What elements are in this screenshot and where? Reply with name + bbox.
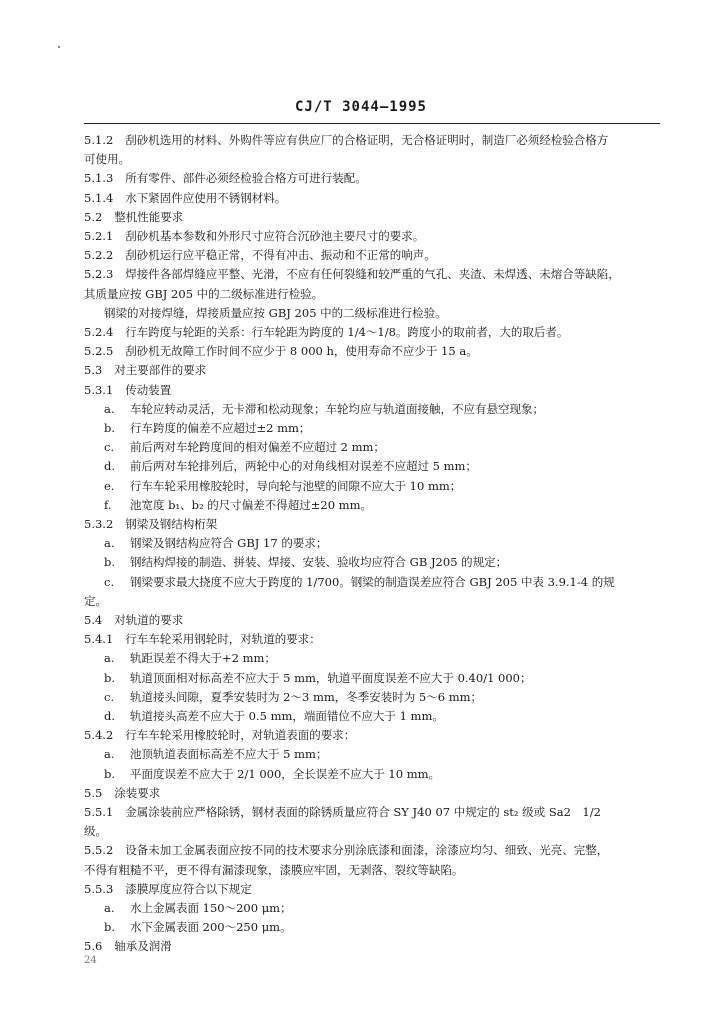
clause-text: 行车跨度的偏差不应超过±2 mm； <box>130 421 311 435</box>
item-marker: a. <box>104 901 115 915</box>
clause-text: 刮砂机基本参数和外形尺寸应符合沉砂池主要尺寸的要求。 <box>125 229 425 243</box>
clause-line-5-4-1a <box>104 649 680 668</box>
item-marker: b. <box>104 920 116 935</box>
clause-number: 5.3.2 <box>84 517 114 531</box>
item-marker: a. <box>104 651 115 666</box>
clause-text: 钢梁及钢结构桁架 <box>125 517 218 531</box>
clause-line-5-4-2b <box>104 765 680 784</box>
clause-text: 金属涂装前应严格除锈，钢材表面的除锈质量应符合 SY J40 07 中规定的 st₂ 级或 Sa2 1/2 <box>125 805 601 819</box>
clause-text: 整机性能要求 <box>114 209 184 224</box>
clause-number: 5.4 <box>84 613 103 627</box>
header-rule <box>84 123 660 124</box>
clause-number: 5.3.1 <box>84 382 114 397</box>
clause-number: 5.6 <box>84 939 103 954</box>
clause-text: 轨距误差不得大于+2 mm； <box>130 651 276 666</box>
item-marker: c. <box>104 574 115 589</box>
clause-line-5-5-3a <box>104 899 680 918</box>
clause-text: 水下金属表面 200～250 μm。 <box>130 920 292 935</box>
clause-line-5-1-2 <box>84 131 660 150</box>
clause-line-5-4-1c <box>104 688 680 707</box>
item-marker: d. <box>104 459 116 474</box>
clause-text: 前后两对车轮排列后，两轮中心的对角线相对误差不应超过 5 mm； <box>130 459 477 474</box>
clause-text: 行车车轮采用橡胶轮时，导向轮与池壁的间隙不应大于 10 mm； <box>130 478 462 493</box>
item-marker: a. <box>104 747 115 762</box>
clause-line-5-5-2 <box>84 841 660 860</box>
clause-text: 平面度误差不应大于 2/1 000，全长误差不应大于 10 mm。 <box>130 766 441 781</box>
clause-line-5-5-3b <box>104 918 680 937</box>
clause-line-5-3-2b <box>104 553 680 572</box>
clause-line-5-2-1 <box>84 227 660 246</box>
clause-number: 5.5.1 <box>84 805 114 819</box>
clause-text: 行车车轮采用钢轮时，对轨道的要求： <box>125 632 321 647</box>
clause-text: 传动装置 <box>125 382 172 397</box>
item-marker: e. <box>104 478 115 493</box>
clause-line-5-3-1 <box>84 381 660 400</box>
clause-text: 定。 <box>84 593 107 608</box>
clause-line-5-3 <box>84 361 660 380</box>
clause-line-5-2-2 <box>84 246 660 265</box>
clause-line-5-3-2cc <box>84 592 660 611</box>
clause-line-5-3-1a <box>104 400 680 419</box>
clause-line-5-3-1d <box>104 457 680 476</box>
clause-line-5-1-2c <box>84 150 660 169</box>
clause-text: 焊接件各部焊缝应平整、光滑，不应有任何裂缝和较严重的气孔、夹渣、未焊透、未熔合等缺陷， <box>125 267 620 282</box>
clause-number: 5.3 <box>84 363 103 378</box>
clause-text: 刮砂机运行应平稳正常，不得有冲击、振动和不正常的响声。 <box>125 248 436 263</box>
clause-line-5-5-2c <box>84 861 660 880</box>
clause-text: 池顶轨道表面标高差不应大于 5 mm； <box>130 747 328 762</box>
clause-number: 5.1.3 <box>84 171 114 186</box>
item-marker: c. <box>104 689 115 704</box>
clause-line-5-2-4 <box>84 323 660 342</box>
clause-number: 5.2.4 <box>84 325 114 339</box>
clause-text: 可使用。 <box>84 152 130 167</box>
clause-text: 轨道接头间隙，夏季安装时为 2～3 mm，冬季安装时为 5～6 mm； <box>130 689 483 704</box>
item-marker: b. <box>104 766 116 781</box>
clause-text: 轴承及润滑 <box>114 939 172 954</box>
clause-number: 5.2 <box>84 209 103 224</box>
clause-line-5-3-2 <box>84 515 660 534</box>
clause-text: 轨道接头高差不应大于 0.5 mm，端面错位不应大于 1 mm。 <box>130 709 444 723</box>
clause-line-5-4-2a <box>104 745 680 764</box>
clause-text: 行车车轮采用橡胶轮时，对轨道表面的要求： <box>125 728 356 743</box>
item-marker: a. <box>104 401 115 416</box>
clause-text: 行车跨度与轮距的关系：行车轮距为跨度的 1/4～1/8。跨度小的取前者，大的取后者。 <box>125 325 569 339</box>
clause-number: 5.5.3 <box>84 881 114 896</box>
clause-text: 漆膜厚度应符合以下规定 <box>125 881 252 896</box>
item-marker: b. <box>104 555 116 570</box>
clause-number: 5.4.1 <box>84 632 114 647</box>
clause-line-5-1-3 <box>84 169 660 188</box>
clause-line-5-4-1b <box>104 669 680 688</box>
clause-text: 对主要部件的要求 <box>114 363 207 378</box>
clause-text: 刮砂机选用的材料、外购件等应有供应厂的合格证明，无合格证明时，制造厂必须经检验合格方 <box>125 133 609 147</box>
clause-text: 钢梁要求最大挠度不应大于跨度的 1/700。钢梁的制造误差应符合 GBJ 205 中表 3.9.1-4 的规 <box>130 574 615 589</box>
item-marker: b. <box>104 670 116 685</box>
clause-number: 5.2.1 <box>84 229 114 243</box>
clause-text: 池宽度 b₁、b₂ 的尺寸偏差不得超过±20 mm。 <box>130 497 372 512</box>
clause-line-5-3-1e <box>104 477 680 496</box>
clause-text: 钢梁的对接焊缝，焊接质量应按 GBJ 205 中的二级标准进行检验。 <box>104 305 447 320</box>
clause-line-5-2-3c <box>84 285 660 304</box>
clause-line-5-1-4 <box>84 189 660 208</box>
item-marker: b. <box>104 421 116 435</box>
item-marker: f. <box>104 497 112 512</box>
clause-number: 5.2.5 <box>84 344 114 359</box>
clause-line-5-3-1f <box>104 496 680 515</box>
clause-number: 5.1.4 <box>84 190 114 205</box>
item-marker: d. <box>104 709 116 723</box>
clause-text: 水下紧固件应使用不锈钢材料。 <box>125 190 287 205</box>
item-marker: c. <box>104 440 115 455</box>
clause-line-5-5 <box>84 784 660 803</box>
item-marker: a. <box>104 536 115 551</box>
clause-number: 5.5 <box>84 785 103 800</box>
clause-number: 5.2.2 <box>84 248 114 263</box>
clause-line-5-4 <box>84 611 660 630</box>
clause-number: 5.4.2 <box>84 728 114 743</box>
clause-text: 设备未加工金属表面应按不同的技术要求分别涂底漆和面漆，涂漆应均匀、细致、光亮、完整， <box>125 843 609 858</box>
page-number: 24 <box>84 955 97 966</box>
clause-line-5-3-1b <box>104 419 680 438</box>
clause-text: 轨道顶面相对标高差不应大于 5 mm，轨道平面度误差不应大于 0.40/1 000； <box>130 670 532 685</box>
clause-text: 刮砂机无故障工作时间不应少于 8 000 h，使用寿命不应少于 15 a。 <box>125 344 478 359</box>
clause-line-5-2 <box>84 208 660 227</box>
clause-line-5-4-1d <box>104 707 680 726</box>
scan-speck <box>58 46 60 48</box>
clause-text: 涂装要求 <box>114 785 161 800</box>
clause-text: 对轨道的要求 <box>114 613 184 627</box>
clause-text: 级。 <box>84 824 107 839</box>
clause-number: 5.5.2 <box>84 843 114 858</box>
clause-text: 车轮应转动灵活，无卡滞和松动现象；车轮均应与轨道面接触，不应有悬空现象； <box>130 401 544 416</box>
clause-number: 5.1.2 <box>84 133 114 147</box>
clause-line-5-2-3 <box>84 265 660 284</box>
standard-code-header: CJ/T 3044—1995 <box>294 99 427 115</box>
clause-line-5-3-2a <box>104 534 680 553</box>
clause-text: 水上金属表面 150～200 μm； <box>130 901 292 915</box>
clause-line-5-3-2c <box>104 573 680 592</box>
clause-text: 其质量应按 GBJ 205 中的二级标准进行检验。 <box>84 286 324 301</box>
clause-text: 不得有粗糙不平，更不得有漏漆现象，漆膜应牢固，无剥落、裂纹等缺陷。 <box>84 862 464 877</box>
clause-line-5-4-2 <box>84 726 660 745</box>
clause-line-5-6 <box>84 937 660 956</box>
clause-line-5-2-5 <box>84 342 660 361</box>
clause-line-5-4-1 <box>84 630 660 649</box>
clause-line-5-5-1 <box>84 803 660 822</box>
clause-line-5-5-1c <box>84 822 660 841</box>
clause-text: 所有零件、部件必须经检验合格方可进行装配。 <box>125 171 367 186</box>
clause-line-5-5-3 <box>84 880 660 899</box>
clause-text: 钢结构焊接的制造、拼装、焊接、安装、验收均应符合 GB J205 的规定； <box>130 555 508 570</box>
clause-number: 5.2.3 <box>84 267 114 282</box>
clause-text: 前后两对车轮跨度间的相对偏差不应超过 2 mm； <box>130 440 385 455</box>
clause-line-5-3-1c <box>104 438 680 457</box>
clause-line-5-2-3p <box>104 304 680 323</box>
clause-text: 钢梁及钢结构应符合 GBJ 17 的要求； <box>130 536 328 551</box>
